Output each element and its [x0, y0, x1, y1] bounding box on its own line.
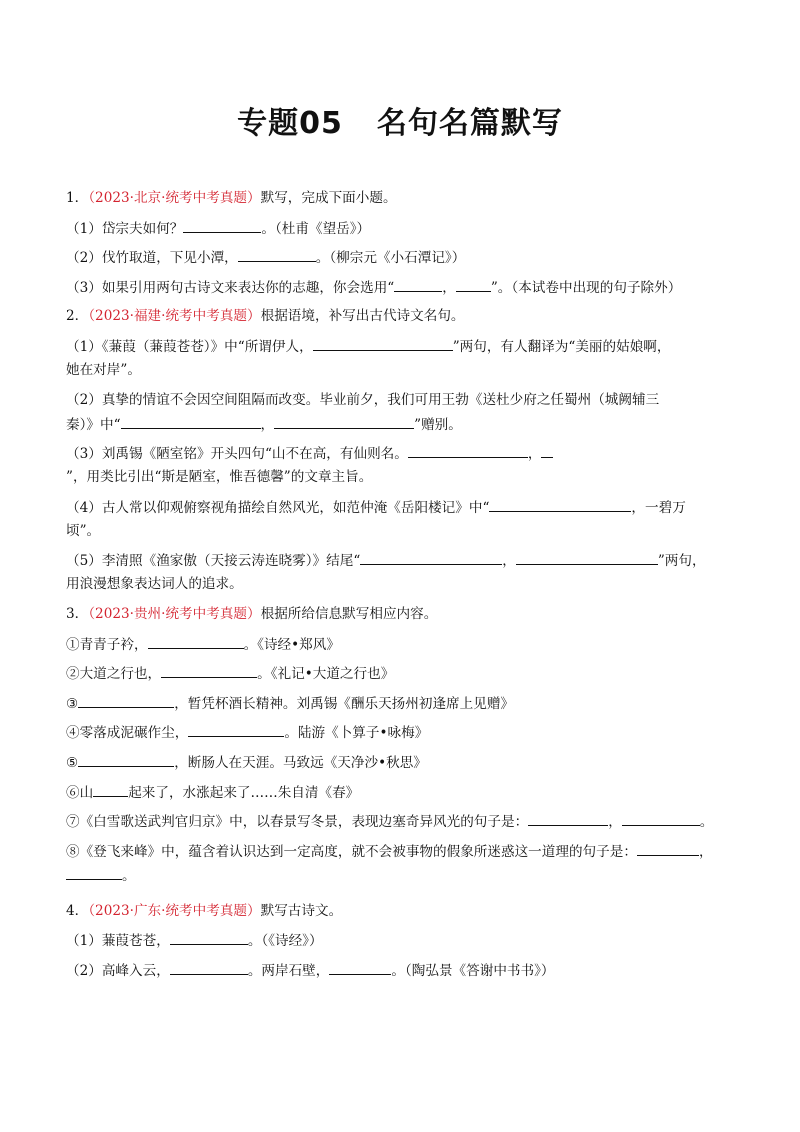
item-text: 。 — [122, 867, 136, 884]
item-text: ”两句， — [657, 553, 706, 570]
item-text: ，一碧万 — [631, 499, 686, 516]
item-text: ③ — [66, 695, 79, 712]
item-text: （5）李清照《渔家傲（天接云涛连晓雾）》结尾“ — [66, 553, 361, 570]
item-text: 用浪漫想象表达词人的追求。 — [66, 576, 243, 593]
question-source: （2023·贵州·统考中考真题） — [88, 605, 261, 622]
question-3-item-7 — [66, 811, 742, 841]
question-3-item-8-cont — [66, 865, 742, 901]
answer-blank[interactable] — [238, 247, 316, 262]
question-3-item-6 — [66, 782, 742, 812]
item-text: 。《诗经•郑风》 — [243, 636, 340, 653]
title-topic-number: 专题05 — [237, 106, 343, 141]
item-text: （3）刘禹锡《陋室铭》开头四句“山不在高，有仙则名。 — [66, 446, 408, 463]
item-text: 起来了，水涨起来了……朱自清《春》 — [128, 784, 360, 801]
item-text: （2）伐竹取道，下见小潭， — [66, 250, 238, 267]
item-text: ， — [608, 814, 622, 831]
question-2-item-2-cont — [66, 414, 742, 444]
page-title — [0, 98, 800, 142]
item-text: ④零落成泥碾作尘， — [66, 725, 189, 742]
answer-blank[interactable] — [66, 865, 122, 880]
answer-blank[interactable] — [360, 550, 502, 565]
answer-blank[interactable] — [541, 443, 553, 458]
answer-blank[interactable] — [188, 722, 284, 737]
item-text: （1）蒹葭苍苍， — [66, 933, 170, 950]
item-text: ， — [260, 416, 275, 433]
question-stem: 默写古诗文。 — [260, 902, 343, 919]
answer-blank[interactable] — [274, 414, 414, 429]
question-3-item-2 — [66, 663, 742, 693]
answer-blank[interactable] — [183, 218, 261, 233]
item-text: ”。（本试卷中出现的句子除外） — [490, 279, 682, 296]
answer-blank[interactable] — [161, 663, 257, 678]
question-4-item-2 — [66, 960, 742, 990]
item-text: 。（柳宗元《小石潭记》） — [315, 250, 466, 267]
item-text: （3）如果引用两句古诗文来表达你的志趣，你会选用“ — [66, 279, 395, 296]
item-text: （4）古人常以仰观俯察视角描绘自然风光，如范仲淹《岳阳楼记》中“ — [66, 499, 490, 516]
item-text: ， — [442, 279, 456, 296]
item-text: 。（陶弘景《答谢中书书》） — [391, 962, 555, 979]
item-text: （2）真挚的情谊不会因空间阻隔而改变。毕业前夕，我们可用王勃《送杜少府之任蜀州（城阙辅三 — [66, 391, 660, 408]
item-text: 顷”。 — [66, 522, 101, 539]
question-1-item-2 — [66, 247, 742, 277]
question-3-item-1 — [66, 634, 742, 664]
answer-blank[interactable] — [456, 277, 491, 292]
answer-blank[interactable] — [93, 782, 128, 797]
item-text: 秦）》中“ — [66, 416, 121, 433]
question-4-header — [66, 901, 742, 931]
question-3-item-5 — [66, 752, 742, 782]
item-text: （1）《蒹葭（蒹葭苍苍）》中“所谓伊人， — [66, 338, 313, 355]
question-source: （2023·福建·统考中考真题） — [88, 308, 261, 325]
question-number: 3． — [66, 605, 89, 622]
item-text: （1）岱宗夫如何？ — [66, 220, 184, 237]
answer-blank[interactable] — [170, 960, 248, 975]
answer-blank[interactable] — [121, 414, 261, 429]
question-stem: 默写，完成下面小题。 — [260, 190, 397, 206]
question-1-item-1 — [66, 218, 742, 248]
question-4-item-1 — [66, 930, 742, 960]
answer-blank[interactable] — [394, 277, 442, 292]
item-text: ”两句，有人翻译为“美丽的姑娘啊， — [452, 338, 671, 355]
item-text: 。（《诗经》） — [247, 933, 323, 950]
question-source: （2023·广东·统考中考真题） — [88, 902, 261, 919]
answer-blank[interactable] — [528, 811, 608, 826]
item-text: ， — [527, 446, 542, 463]
question-number: 2． — [66, 308, 89, 325]
answer-blank[interactable] — [313, 336, 453, 351]
item-text: ”，用类比引出“斯是陋室，惟吾德馨”的文章主旨。 — [66, 469, 373, 486]
question-2-item-4 — [66, 497, 742, 521]
answer-blank[interactable] — [516, 550, 658, 565]
item-text: 她在对岸”。 — [66, 361, 141, 378]
question-1-header — [66, 188, 742, 218]
question-2-header — [66, 306, 742, 336]
question-stem: 根据所给信息默写相应内容。 — [260, 605, 438, 622]
question-1-item-3 — [66, 277, 742, 307]
item-text: ①青青子衿， — [66, 636, 148, 653]
question-2-item-2 — [66, 390, 742, 414]
answer-blank[interactable] — [78, 693, 174, 708]
question-list — [66, 188, 742, 989]
answer-blank[interactable] — [170, 930, 248, 945]
item-text: 。陆游《卜算子•咏梅》 — [284, 725, 429, 742]
item-text: ⑤ — [66, 754, 79, 771]
item-text: ，暂凭杯酒长精神。刘禹锡《酬乐天扬州初逢席上见赠》 — [174, 695, 515, 712]
answer-blank[interactable] — [408, 443, 528, 458]
item-text: ， — [698, 843, 713, 860]
item-text: 。 — [699, 814, 714, 831]
title-topic-name: 名句名篇默写 — [376, 106, 563, 141]
question-2-item-1 — [66, 336, 742, 360]
answer-blank[interactable] — [78, 752, 174, 767]
item-text: ，断肠人在天涯。马致远《天净沙•秋思》 — [174, 754, 427, 771]
item-text: （2）高峰入云， — [66, 962, 170, 979]
question-2-item-1-cont — [66, 360, 742, 390]
item-text: ， — [502, 553, 516, 570]
item-text: ②大道之行也， — [66, 666, 162, 683]
question-2-item-3-cont — [66, 467, 742, 497]
item-text: ⑦《白雪歌送武判官归京》中，以春景写冬景，表现边塞奇异风光的句子是： — [66, 814, 529, 831]
question-stem: 根据语境，补写出古代诗文名句。 — [260, 308, 465, 325]
question-3-item-8 — [66, 841, 742, 865]
question-3-item-4 — [66, 722, 742, 752]
question-source: （2023·北京·统考中考真题） — [88, 190, 261, 206]
question-2-item-3 — [66, 443, 742, 467]
question-3-header — [66, 604, 742, 634]
answer-blank[interactable] — [148, 634, 244, 649]
item-text: ”赠别。 — [414, 416, 462, 433]
answer-blank[interactable] — [622, 811, 700, 826]
question-number: 4． — [66, 902, 89, 919]
item-text: 。（杜甫《望岳》） — [261, 220, 371, 237]
item-text: 。两岸石壁， — [247, 962, 330, 979]
item-text: 。《礼记•大道之行也》 — [257, 666, 395, 683]
question-2-item-5-cont — [66, 574, 742, 604]
answer-blank[interactable] — [489, 497, 631, 512]
question-2-item-5 — [66, 550, 742, 574]
question-number: 1． — [66, 190, 89, 206]
question-2-item-4-cont — [66, 521, 742, 551]
item-text: ⑥山 — [66, 784, 94, 801]
answer-blank[interactable] — [637, 841, 699, 856]
item-text: ⑧《登飞来峰》中，蕴含着认识达到一定高度，就不会被事物的假象所迷惑这一道理的句子是： — [66, 843, 637, 860]
question-3-item-3 — [66, 693, 742, 723]
answer-blank[interactable] — [329, 960, 391, 975]
